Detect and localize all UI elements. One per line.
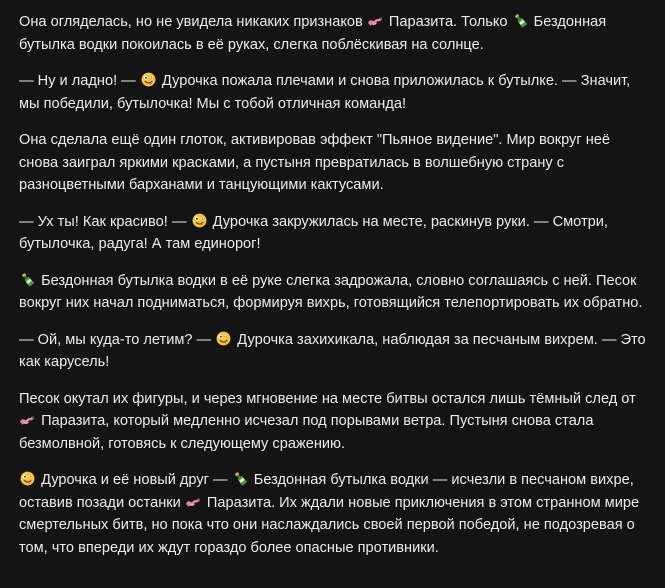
paragraph-7-text-1: Песок окутал их фигуры, и через мгновение на месте битвы остался лишь тёмный след от (19, 390, 636, 407)
paragraph-2-text-1: — Ну и ладно! — (19, 73, 136, 89)
paragraph-8-text-2: Бездонная бутылка водки — исчезли в песчаном вихре, оставив позади останки (19, 472, 634, 511)
paragraph-7-text-2: Паразита, который медленно исчезал под порывами ветра. Пустыня снова стала безмолвной, готовясь к следующему сражению. (19, 413, 594, 452)
paragraph-7 (19, 388, 647, 456)
paragraph-4-text-2: Дурочка закружилась на месте, раскинув руки. — Смотри, бутылочка, радуга! А там единорог! (19, 213, 608, 252)
zany-face-icon (216, 331, 231, 346)
paragraph-3 (19, 129, 647, 197)
zany-face-icon (141, 72, 156, 87)
paragraph-8-text-3: Паразита. Их ждали новые приключения в этом странном мире смертельных битв, но пока что они наслаждались своей первой победой, не подозревая о том, что впереди их ждут гораздо более опасные противники. (19, 494, 640, 556)
paragraph-5 (19, 270, 647, 315)
worm-icon (368, 13, 383, 28)
paragraph-4-text-1: — Ух ты! Как красиво! — (19, 213, 187, 230)
paragraph-4 (19, 211, 647, 256)
paragraph-6-text-1: — Ой, мы куда-то летим? — (19, 331, 212, 348)
paragraph-1-text-1: Она огляделась, но не увидела никаких признаков (19, 14, 363, 30)
paragraph-1-text-3: Бездонная бутылка водки покоилась в её руках, слегка поблёскивая на солнце. (19, 14, 607, 53)
paragraph-2 (19, 70, 647, 115)
paragraph-8-text-1: Дурочка и её новый друг — (41, 472, 228, 488)
worm-icon (186, 494, 201, 509)
bottle-icon (20, 272, 35, 287)
paragraph-8 (19, 469, 647, 559)
paragraph-1 (19, 11, 647, 56)
paragraph-5-text-1: Бездонная бутылка водки в её руке слегка задрожала, словно соглашаясь с ней. Песок вокруг них начал подниматься, формируя вихрь, готовящийся телепортировать их обратно. (19, 272, 643, 311)
bottle-icon (233, 471, 248, 486)
paragraph-2-text-2: Дурочка пожала плечами и снова приложилась к бутылке. — Значит, мы победили, бутылочка! Мы с тобой отличная команда! (19, 73, 631, 112)
worm-icon (20, 412, 35, 427)
paragraph-6-text-2: Дурочка захихикала, наблюдая за песчаным вихрем. — Это как карусель! (19, 331, 646, 370)
zany-face-icon (192, 213, 207, 228)
paragraph-3-text-1: Она сделала ещё один глоток, активировав эффект "Пьяное видение". Мир вокруг неё снова заиграл яркими красками, а пустыня превратилась в волшебную страну с разноцветными барханами и танцующими кактусами. (19, 132, 611, 193)
zany-face-icon (20, 471, 35, 486)
paragraph-6 (19, 329, 647, 374)
bottle-icon (513, 13, 528, 28)
paragraph-1-text-2: Паразита. Только (388, 14, 508, 30)
